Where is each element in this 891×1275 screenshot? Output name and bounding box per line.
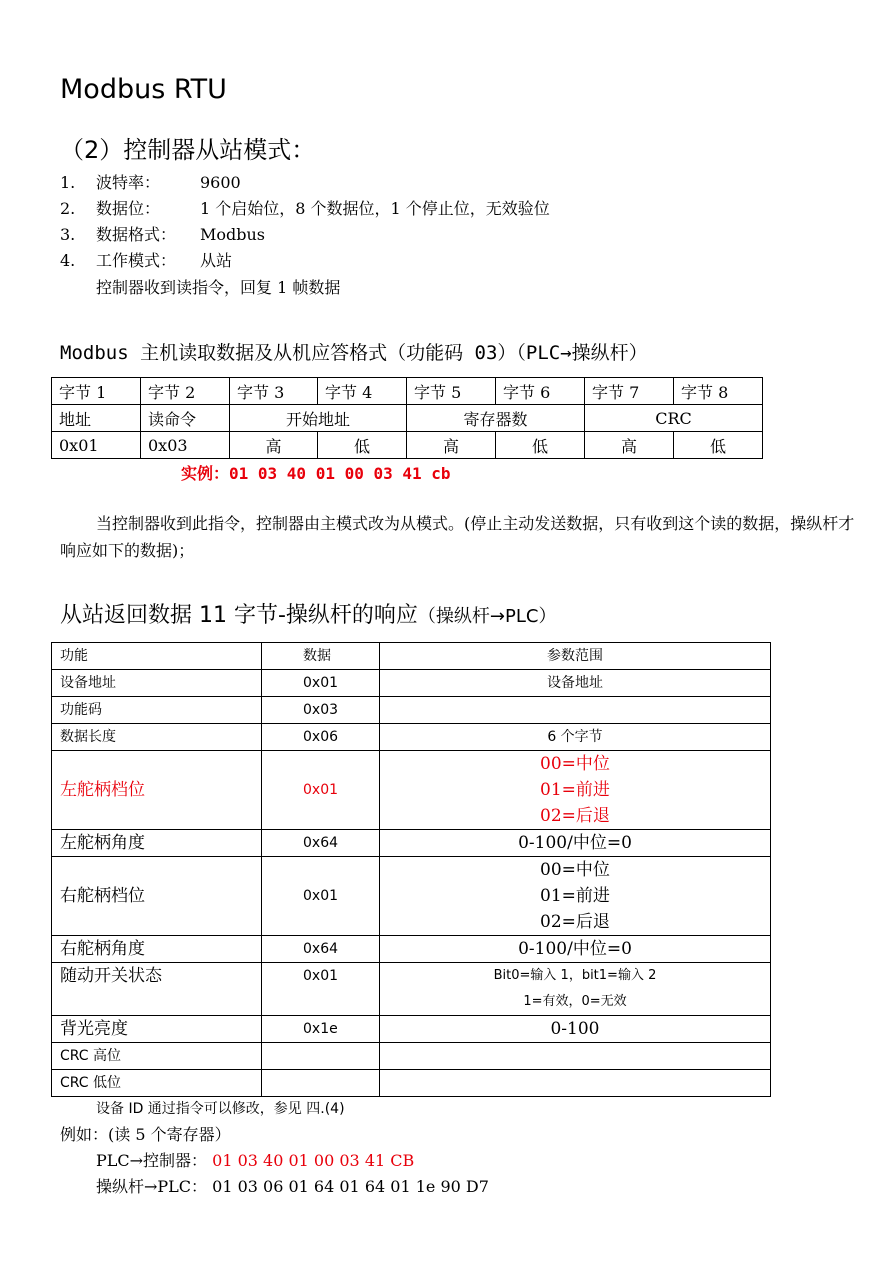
row-function: 右舵柄档位	[52, 857, 262, 936]
page-title: Modbus RTU	[60, 74, 227, 105]
item-label: 数据格式：	[96, 225, 177, 244]
list-item	[60, 222, 550, 248]
table-cell: 低	[496, 432, 585, 459]
table-row	[52, 405, 763, 432]
row-range: 6 个字节	[380, 724, 771, 751]
row-data: 0x1e	[262, 1016, 380, 1043]
table-cell: 字节 6	[496, 378, 585, 405]
row-range: 设备地址	[380, 670, 771, 697]
row-range: 0-100/中位=0	[380, 936, 771, 963]
section2-title-suffix: （操纵杆→PLC）	[417, 606, 557, 627]
range-line: 00=中位	[540, 754, 610, 774]
row-range: 0-100/中位=0	[380, 830, 771, 857]
range-line: 1=有效，0=无效	[523, 994, 627, 1009]
example-joystick-line	[96, 1174, 489, 1197]
table-cell: 字节 2	[141, 378, 230, 405]
table-row	[52, 857, 771, 936]
row-data: 0x03	[262, 697, 380, 724]
row-data	[262, 1070, 380, 1097]
table-row	[52, 1043, 771, 1070]
table-header: 参数范围	[380, 643, 771, 670]
example-joystick-label: 操纵杆→PLC：	[96, 1177, 208, 1196]
row-data: 0x01	[262, 751, 380, 830]
settings-note: 控制器收到读指令，回复 1 帧数据	[96, 278, 341, 297]
table-cell: 字节 8	[674, 378, 763, 405]
table-cell: 高	[230, 432, 318, 459]
row-function: 随动开关状态	[52, 963, 262, 1016]
example-label: 例如：(读 5 个寄存器）	[60, 1125, 231, 1144]
table-cell: 开始地址	[230, 405, 407, 432]
table-row	[52, 1016, 771, 1043]
table-row	[52, 697, 771, 724]
item-label: 波特率：	[96, 173, 161, 192]
row-data: 0x01	[262, 963, 380, 1016]
item-label: 数据位：	[96, 199, 161, 218]
request-example: 实例：01 03 40 01 00 03 41 cb	[181, 464, 451, 483]
item-number: 3.	[60, 225, 76, 244]
table-cell: 寄存器数	[407, 405, 585, 432]
row-function: 背光亮度	[52, 1016, 262, 1043]
item-number: 4.	[60, 251, 76, 270]
row-range	[380, 1070, 771, 1097]
table-cell: 0x03	[141, 432, 230, 459]
item-value: 9600	[200, 173, 241, 192]
table-row	[52, 643, 771, 670]
table-cell: 0x01	[52, 432, 141, 459]
settings-list	[60, 170, 550, 274]
table-cell: 字节 5	[407, 378, 496, 405]
table-cell: 高	[585, 432, 674, 459]
table-header: 功能	[52, 643, 262, 670]
table-cell: 读命令	[141, 405, 230, 432]
section2-title-main: 从站返回数据 11 字节-操纵杆的响应	[60, 603, 418, 628]
table-cell: 高	[407, 432, 496, 459]
item-value: Modbus	[200, 225, 266, 244]
item-number: 2.	[60, 199, 76, 218]
table-header: 数据	[262, 643, 380, 670]
table-cell: 字节 3	[230, 378, 318, 405]
section1-title: Modbus 主机读取数据及从机应答格式（功能码 03）（PLC→操纵杆）	[60, 342, 648, 364]
table-cell: 地址	[52, 405, 141, 432]
row-range	[380, 751, 771, 830]
mode-description: 当控制器收到此指令，控制器由主模式改为从模式。(停止主动发送数据，只有收到这个读的数据，操纵杆才响应如下的数据)；	[60, 514, 855, 560]
row-function: CRC 低位	[52, 1070, 262, 1097]
item-number: 1.	[60, 173, 76, 192]
range-line: Bit0=输入 1，bit1=输入 2	[493, 968, 657, 983]
device-id-note: 设备 ID 通过指令可以修改，参见 四.(4)	[96, 1101, 345, 1117]
table-cell: 字节 4	[318, 378, 407, 405]
table-cell: 低	[318, 432, 407, 459]
row-function: 左舵柄档位	[52, 751, 262, 830]
row-range: 0-100	[380, 1016, 771, 1043]
row-data: 0x01	[262, 670, 380, 697]
row-data: 0x64	[262, 830, 380, 857]
item-label: 工作模式：	[96, 251, 177, 270]
row-function: 设备地址	[52, 670, 262, 697]
row-range	[380, 857, 771, 936]
row-range	[380, 697, 771, 724]
row-data: 0x06	[262, 724, 380, 751]
row-data: 0x01	[262, 857, 380, 936]
section2-title	[60, 598, 556, 629]
table-cell: CRC	[585, 405, 763, 432]
request-format-table	[51, 377, 763, 459]
list-item	[60, 196, 550, 222]
list-item	[60, 170, 550, 196]
example-plc-label: PLC→控制器：	[96, 1151, 208, 1170]
table-row	[52, 724, 771, 751]
row-range	[380, 1043, 771, 1070]
row-data: 0x64	[262, 936, 380, 963]
range-line: 01=前进	[540, 886, 610, 906]
table-row	[52, 751, 771, 830]
table-row	[52, 830, 771, 857]
table-row	[52, 432, 763, 459]
table-row	[52, 1070, 771, 1097]
range-line: 02=后退	[540, 806, 610, 826]
list-item	[60, 248, 550, 274]
table-cell: 字节 1	[52, 378, 141, 405]
table-row	[52, 378, 763, 405]
table-row	[52, 963, 771, 1016]
item-value: 1 个启始位，8 个数据位，1 个停止位，无效验位	[200, 199, 550, 218]
range-line: 00=中位	[540, 860, 610, 880]
table-row	[52, 936, 771, 963]
example-joystick-bytes: 01 03 06 01 64 01 64 01 1e 90 D7	[212, 1177, 489, 1196]
row-function: 数据长度	[52, 724, 262, 751]
row-function: 右舵柄角度	[52, 936, 262, 963]
range-line: 01=前进	[540, 780, 610, 800]
response-format-table	[51, 642, 771, 1097]
item-value: 从站	[200, 251, 233, 270]
example-plc-line	[96, 1148, 414, 1171]
section-subtitle: （2）控制器从站模式：	[60, 136, 316, 164]
table-cell: 字节 7	[585, 378, 674, 405]
row-data	[262, 1043, 380, 1070]
example-plc-bytes: 01 03 40 01 00 03 41 CB	[212, 1151, 415, 1170]
table-cell: 低	[674, 432, 763, 459]
table-row	[52, 670, 771, 697]
row-range	[380, 963, 771, 1016]
row-function: CRC 高位	[52, 1043, 262, 1070]
row-function: 功能码	[52, 697, 262, 724]
row-function: 左舵柄角度	[52, 830, 262, 857]
range-line: 02=后退	[540, 912, 610, 932]
